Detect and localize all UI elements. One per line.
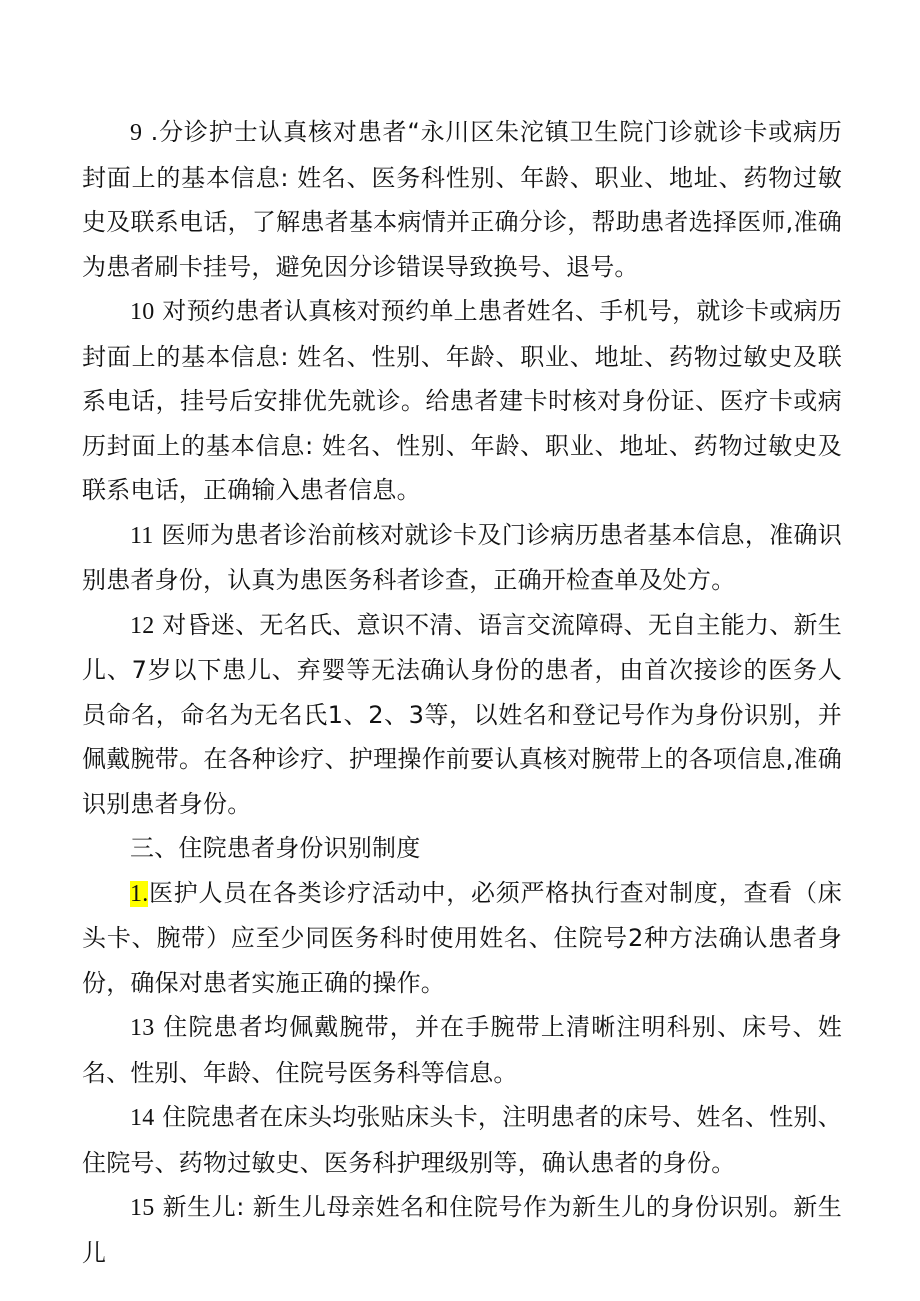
paragraph-14	[82, 1095, 842, 1185]
paragraph-number: 15	[130, 1195, 155, 1221]
paragraph-1	[82, 871, 842, 1006]
paragraph-text: 住院患者均佩戴腕带，并在手腕带上清晰注明科别、床号、姓名、性别、年龄、住院号医务科等信息。	[82, 1013, 842, 1087]
paragraph-text: 新生儿: 新生儿母亲姓名和住院号作为新生儿的身份识别。新生儿	[82, 1193, 842, 1267]
paragraph-10	[82, 289, 842, 513]
paragraph-text: 医师为患者诊治前核对就诊卡及门诊病历患者基本信息，准确识别患者身份，认真为患医务科者诊查，正确开检查单及处方。	[82, 520, 842, 594]
paragraph-text: 对昏迷、无名氏、意识不清、语言交流障碍、无自主能力、新生儿、7岁以下患儿、弃婴等无法确认身份的患者，由首次接诊的医务人员命名，命名为无名氏1、2、3等，以姓名和登记号作为身份识别，并佩戴腕带。在各种诊疗、护理操作前要认真核对腕带上的各项信息,准确识别患者身份。	[82, 610, 842, 818]
highlighted-number: 1.	[130, 880, 149, 907]
paragraph-number: 11	[130, 522, 154, 549]
document-body	[82, 110, 842, 1275]
paragraph-number: 12	[130, 612, 155, 639]
paragraph-text: 医护人员在各类诊疗活动中，必须严格执行查对制度，查看（床头卡、腕带）应至少同医务科时使用姓名、住院号2种方法确认患者身份，确保对患者实施正确的操作。	[82, 878, 842, 997]
paragraph-13	[82, 1005, 842, 1095]
paragraph-12	[82, 603, 842, 827]
paragraph-11	[82, 513, 842, 603]
paragraph-number: 10	[130, 299, 155, 325]
paragraph-text: 对预约患者认真核对预约单上患者姓名、手机号，就诊卡或病历封面上的基本信息: 姓名、性别、年龄、职业、地址、药物过敏史及联系电话，挂号后安排优先就诊。给患者建卡时核对身份证、医疗卡或病历封面上的基本信息: 姓名、性别、年龄、职业、地址、药物过敏史及联系电话，正确输入患者信息。	[82, 297, 842, 504]
paragraph-text: .分诊护士认真核对患者“永川区朱沱镇卫生院门诊就诊卡或病历封面上的基本信息: 姓名、医务科性别、年龄、职业、地址、药物过敏史及联系电话，了解患者基本病情并正确分诊，帮助患者选择医师,准确为患者刷卡挂号，避免因分诊错误导致换号、退号。	[82, 118, 842, 281]
section-heading	[82, 826, 842, 871]
paragraph-text: 住院患者在床头均张贴床头卡，注明患者的床号、姓名、性别、住院号、药物过敏史、医务科护理级别等，确认患者的身份。	[82, 1103, 842, 1177]
paragraph-number: 14	[130, 1105, 155, 1131]
paragraph-9	[82, 110, 842, 289]
paragraph-number: 9	[130, 120, 143, 146]
paragraph-number: 13	[130, 1015, 155, 1041]
paragraph-15	[82, 1185, 842, 1275]
heading-text: 三、住院患者身份识别制度	[130, 834, 421, 862]
